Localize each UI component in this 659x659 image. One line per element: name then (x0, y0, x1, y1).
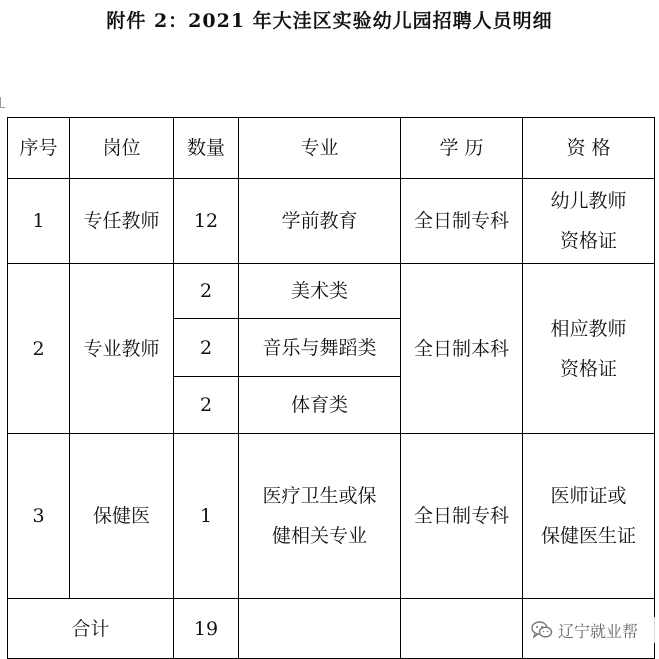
header-count: 数量 (174, 118, 239, 179)
total-count: 19 (174, 599, 239, 659)
row2-sub3-count: 2 (174, 377, 239, 434)
table-row (8, 264, 655, 319)
table-header-row (8, 118, 655, 179)
row1-count: 12 (174, 179, 239, 264)
row1-seq: 1 (8, 179, 70, 264)
header-major: 专业 (239, 118, 401, 179)
row1-qual-line1: 幼儿教师 (550, 190, 627, 212)
total-major-empty (239, 599, 401, 659)
row1-qual (523, 179, 655, 264)
total-label: 合计 (8, 599, 174, 659)
row1-post: 专任教师 (70, 179, 174, 264)
row2-seq: 2 (8, 264, 70, 434)
row2-sub2-major: 音乐与舞蹈类 (239, 319, 401, 377)
row3-major (239, 434, 401, 599)
row3-major-line1: 医疗卫生或保 (262, 485, 377, 507)
row2-qual-line2: 资格证 (559, 357, 617, 380)
header-post: 岗位 (70, 118, 174, 179)
header-seq: 序号 (8, 118, 70, 179)
row1-major: 学前教育 (239, 179, 401, 264)
row2-edu: 全日制本科 (401, 264, 523, 434)
table-row (8, 179, 655, 264)
row2-sub1-count: 2 (174, 264, 239, 319)
row1-qual-line2: 资格证 (559, 230, 617, 252)
row3-qual-line1: 医师证或 (550, 485, 627, 507)
row3-qual (523, 434, 655, 599)
row2-sub3-major: 体育类 (239, 377, 401, 434)
header-edu: 学 历 (401, 118, 523, 179)
total-edu-empty (401, 599, 523, 659)
row3-qual-line2: 保健医生证 (540, 525, 636, 547)
row2-post: 专业教师 (70, 264, 174, 434)
row3-major-line2: 健相关专业 (271, 525, 367, 547)
watermark (530, 617, 655, 643)
row3-count: 1 (174, 434, 239, 599)
header-qual: 资 格 (523, 118, 655, 179)
wechat-icon (530, 618, 554, 642)
row3-edu: 全日制专科 (401, 434, 523, 599)
recruitment-table (7, 117, 655, 659)
document-title: 附件 2：2021 年大洼区实验幼儿园招聘人员明细 (106, 10, 553, 32)
page-corner-mark (0, 97, 5, 108)
watermark-text: 辽宁就业帮 (558, 621, 639, 641)
row3-seq: 3 (8, 434, 70, 599)
row1-edu: 全日制专科 (401, 179, 523, 264)
row2-qual (523, 264, 655, 434)
row2-sub2-count: 2 (174, 319, 239, 377)
table-row (8, 434, 655, 599)
row2-qual-line1: 相应教师 (550, 317, 627, 340)
row3-post: 保健医 (70, 434, 174, 599)
row2-sub1-major: 美术类 (239, 264, 401, 319)
